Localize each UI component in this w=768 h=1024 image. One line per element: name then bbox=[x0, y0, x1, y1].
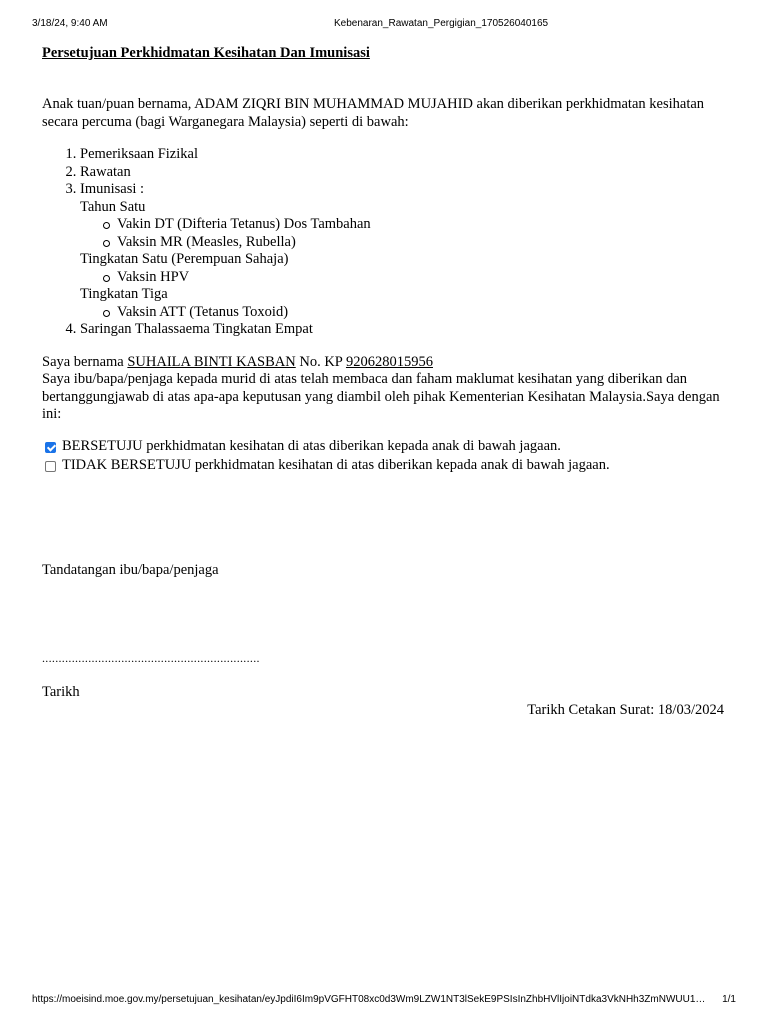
service-item-physical-exam: 1. Pemeriksaan Fizikal bbox=[80, 146, 732, 164]
date-label: Tarikh bbox=[42, 684, 80, 700]
immunisation-group-form-one bbox=[80, 251, 732, 286]
signature-label: Tandatangan ibu/bapa/penjaga bbox=[42, 562, 219, 578]
signature-line: .................................................................. bbox=[42, 651, 260, 665]
disagree-checkbox[interactable] bbox=[45, 461, 56, 472]
consent-choices bbox=[42, 438, 732, 476]
print-header bbox=[0, 18, 768, 32]
vaccine-item-att: Vaksin ATT (Tetanus Toxoid) bbox=[103, 304, 732, 322]
page-number: 1/1 bbox=[722, 994, 736, 1005]
print-doc-title: Kebenaran_Rawatan_Pergigian_170526040165 bbox=[334, 18, 549, 29]
declaration-paragraph bbox=[42, 354, 732, 424]
immunisation-group-form-three bbox=[80, 286, 732, 321]
vaccine-list bbox=[80, 304, 732, 322]
vaccine-item-mr: Vaksin MR (Measles, Rubella) bbox=[103, 234, 732, 252]
consent-document bbox=[42, 44, 732, 476]
declaration-prefix: Saya bernama bbox=[42, 353, 128, 370]
group-label: Tingkatan Satu (Perempuan Sahaja) bbox=[80, 251, 289, 267]
print-date: Tarikh Cetakan Surat: 18/03/2024 bbox=[527, 702, 724, 718]
service-item-immunisation-label: Imunisasi : bbox=[80, 181, 145, 197]
consent-choice-disagree bbox=[42, 457, 732, 476]
vaccine-item-dt: Vakin DT (Difteria Tetanus) Dos Tambahan bbox=[103, 216, 732, 234]
print-footer bbox=[0, 994, 768, 1008]
group-label: Tingkatan Tiga bbox=[80, 286, 168, 302]
service-item-thalassaemia: 4. Saringan Thalassaema Tingkatan Empat bbox=[80, 321, 732, 339]
group-label: Tahun Satu bbox=[80, 198, 146, 215]
service-item-immunisation bbox=[80, 181, 732, 321]
vaccine-list bbox=[80, 216, 732, 251]
intro-paragraph: Anak tuan/puan bernama, ADAM ZIQRI BIN MUHAMMAD MUJAHID akan diberikan perkhidmatan kesihatan secara percuma (bagi Warganegara Malaysia) seperti di bawah: bbox=[42, 96, 705, 130]
guardian-name: SUHAILA BINTI KASBAN bbox=[127, 353, 296, 370]
agree-label: BERSETUJU perkhidmatan kesihatan di atas diberikan kepada anak di bawah jagaan. bbox=[62, 438, 561, 455]
services-list bbox=[42, 146, 732, 339]
print-datetime: 3/18/24, 9:40 AM bbox=[32, 18, 108, 29]
vaccine-item-hpv: Vaksin HPV bbox=[103, 269, 732, 287]
kp-number: 920628015956 bbox=[345, 353, 433, 370]
page-url: https://moeisind.moe.gov.my/persetujuan_kesihatan/eyJpdiI6Im9pVGFHT08xc0d3Wm9LZW1NT3lSekE9PSIsInZhbHVlIjoiNTdka3VkNHh3ZmNWUU1… bbox=[32, 994, 706, 1005]
vaccine-list bbox=[80, 269, 732, 287]
agree-checkbox[interactable] bbox=[45, 442, 56, 453]
kp-label: No. KP bbox=[295, 353, 346, 370]
declaration-text: Saya ibu/bapa/penjaga kepada murid di atas telah membaca dan faham maklumat kesihatan yang diberikan dan bertanggungjawab di atas apa-apa keputusan yang diambil oleh pihak Kementerian Kesihatan Malaysia.Saya dengan ini: bbox=[42, 371, 720, 422]
consent-choice-agree bbox=[42, 438, 732, 457]
disagree-label: TIDAK BERSETUJU perkhidmatan kesihatan di atas diberikan kepada anak di bawah jagaan. bbox=[62, 457, 610, 474]
document-title: Persetujuan Perkhidmatan Kesihatan Dan Imunisasi bbox=[42, 45, 370, 61]
immunisation-group-year-one bbox=[80, 199, 732, 252]
service-item-treatment: 2. Rawatan bbox=[80, 164, 732, 182]
